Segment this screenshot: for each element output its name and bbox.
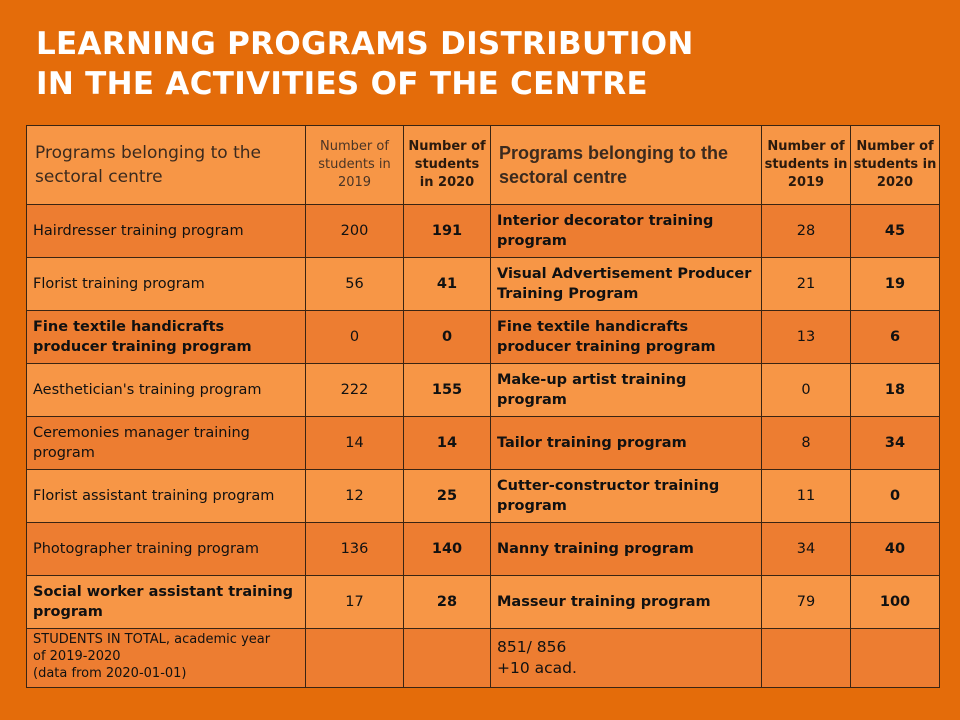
slide-title bbox=[36, 24, 694, 104]
header-right-program: Programs belonging to the sectoral centre bbox=[491, 126, 762, 205]
right-program-cell: Make-up artist training program bbox=[491, 364, 762, 417]
left-program-cell: Hairdresser training program bbox=[27, 205, 306, 258]
table-row bbox=[27, 364, 940, 417]
right-program-cell: Tailor training program bbox=[491, 417, 762, 470]
total-row bbox=[27, 629, 940, 688]
right-program-cell: Cutter-constructor training program bbox=[491, 470, 762, 523]
right-2019-cell: 79 bbox=[762, 576, 851, 629]
right-2020-cell: 19 bbox=[851, 258, 940, 311]
left-2019-cell: 136 bbox=[306, 523, 404, 576]
right-program-cell: Interior decorator training program bbox=[491, 205, 762, 258]
right-2020-cell: 100 bbox=[851, 576, 940, 629]
table-row bbox=[27, 311, 940, 364]
left-2019-cell: 12 bbox=[306, 470, 404, 523]
right-2020-cell: 45 bbox=[851, 205, 940, 258]
left-2020-cell: 28 bbox=[404, 576, 491, 629]
left-2020-cell: 14 bbox=[404, 417, 491, 470]
right-program-cell: Visual Advertisement Producer Training Program bbox=[491, 258, 762, 311]
table-row bbox=[27, 205, 940, 258]
left-program-cell: Fine textile handicrafts producer training program bbox=[27, 311, 306, 364]
right-2019-cell: 11 bbox=[762, 470, 851, 523]
left-program-cell: Aesthetician's training program bbox=[27, 364, 306, 417]
header-left-2019: Number of students in 2019 bbox=[306, 126, 404, 205]
total-label-line-3: (data from 2020-01-01) bbox=[33, 666, 187, 681]
table-header-row bbox=[27, 126, 940, 205]
right-program-cell: Fine textile handicrafts producer training program bbox=[491, 311, 762, 364]
right-2019-cell: 34 bbox=[762, 523, 851, 576]
right-2020-cell: 6 bbox=[851, 311, 940, 364]
table-row bbox=[27, 576, 940, 629]
programs-table bbox=[26, 125, 940, 688]
left-2019-cell: 222 bbox=[306, 364, 404, 417]
right-2020-cell: 34 bbox=[851, 417, 940, 470]
slide-title-line-1: LEARNING PROGRAMS DISTRIBUTION bbox=[36, 26, 694, 62]
header-left-2020: Number of students in 2020 bbox=[404, 126, 491, 205]
left-2019-cell: 17 bbox=[306, 576, 404, 629]
left-program-cell: Social worker assistant training program bbox=[27, 576, 306, 629]
left-2020-cell: 191 bbox=[404, 205, 491, 258]
left-2020-cell: 25 bbox=[404, 470, 491, 523]
left-2019-cell: 200 bbox=[306, 205, 404, 258]
left-program-cell: Ceremonies manager training program bbox=[27, 417, 306, 470]
left-2020-cell: 0 bbox=[404, 311, 491, 364]
total-label-cell bbox=[27, 629, 306, 688]
left-program-cell: Photographer training program bbox=[27, 523, 306, 576]
total-value-line-2: +10 acad. bbox=[497, 659, 577, 677]
right-2019-cell: 13 bbox=[762, 311, 851, 364]
left-program-cell: Florist training program bbox=[27, 258, 306, 311]
right-2020-cell: 0 bbox=[851, 470, 940, 523]
slide-title-line-2: IN THE ACTIVITIES OF THE CENTRE bbox=[36, 66, 648, 102]
total-value-line-1: 851/ 856 bbox=[497, 638, 567, 656]
table-row bbox=[27, 417, 940, 470]
left-2020-cell: 41 bbox=[404, 258, 491, 311]
right-program-cell: Nanny training program bbox=[491, 523, 762, 576]
right-2019-cell: 8 bbox=[762, 417, 851, 470]
right-2019-cell: 0 bbox=[762, 364, 851, 417]
table-row bbox=[27, 258, 940, 311]
table-row bbox=[27, 470, 940, 523]
header-left-program: Programs belonging to the sectoral centre bbox=[27, 126, 306, 205]
table-row bbox=[27, 523, 940, 576]
left-program-cell: Florist assistant training program bbox=[27, 470, 306, 523]
left-2019-cell: 56 bbox=[306, 258, 404, 311]
total-value-cell bbox=[491, 629, 762, 688]
right-2020-cell: 40 bbox=[851, 523, 940, 576]
left-2019-cell: 0 bbox=[306, 311, 404, 364]
left-2020-cell: 155 bbox=[404, 364, 491, 417]
header-right-2020: Number of students in 2020 bbox=[851, 126, 940, 205]
right-2020-cell: 18 bbox=[851, 364, 940, 417]
total-label-line-1: STUDENTS IN TOTAL, academic year bbox=[33, 632, 271, 647]
right-2019-cell: 21 bbox=[762, 258, 851, 311]
total-left-2019-cell bbox=[306, 629, 404, 688]
total-right-2019-cell bbox=[762, 629, 851, 688]
right-2019-cell: 28 bbox=[762, 205, 851, 258]
header-right-2019: Number of students in 2019 bbox=[762, 126, 851, 205]
total-right-2020-cell bbox=[851, 629, 940, 688]
right-program-cell: Masseur training program bbox=[491, 576, 762, 629]
left-2020-cell: 140 bbox=[404, 523, 491, 576]
total-label-line-2: of 2019-2020 bbox=[33, 649, 121, 664]
total-left-2020-cell bbox=[404, 629, 491, 688]
left-2019-cell: 14 bbox=[306, 417, 404, 470]
